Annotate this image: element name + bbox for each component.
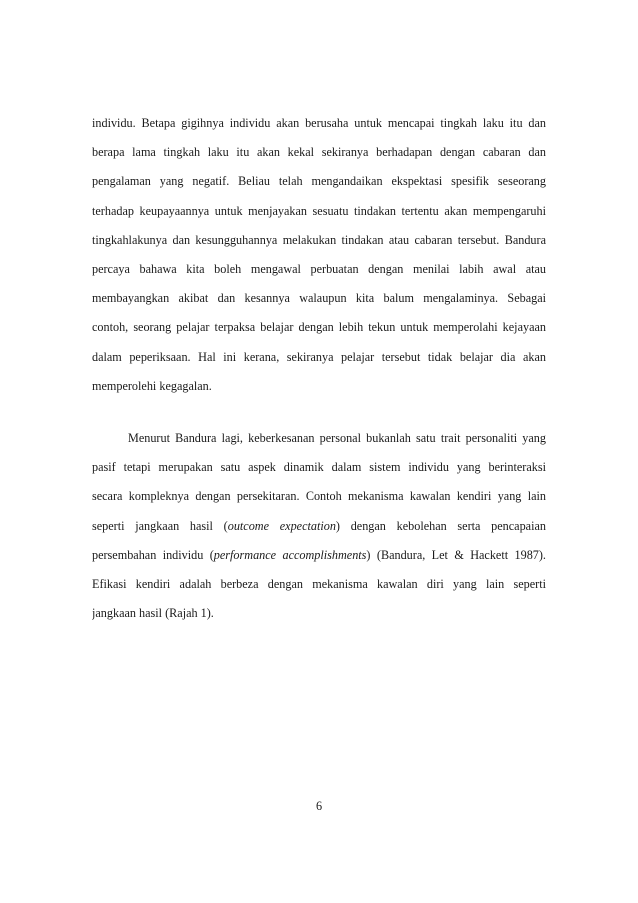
italic-term: performance accomplishments: [213, 547, 367, 562]
text-line: Efikasi kendiri adalah berbeza dengan mekanisma kawalan diri yang lain seperti: [92, 576, 546, 591]
text-line: Menurut Bandura lagi, keberkesanan personal bukanlah satu trait personaliti yang: [128, 431, 546, 445]
text-line: dalam peperiksaan. Hal ini kerana, sekiranya pelajar tersebut tidak belajar dia akan: [92, 349, 546, 364]
paragraph-1: [92, 109, 546, 401]
italic-term: outcome expectation: [227, 518, 336, 533]
text-line: terhadap keupayaannya untuk menjayakan sesuatu tindakan tertentu akan mempengaruhi: [92, 203, 546, 218]
paragraph-2: [92, 424, 546, 628]
text-line: tingkahlakunya dan kesungguhannya melakukan tindakan atau cabaran tersebut. Bandura: [92, 232, 546, 247]
text-line: persembahan individu (performance accomplishments) (Bandura, Let & Hackett 1987).: [92, 547, 546, 562]
text-line: seperti jangkaan hasil (outcome expectation) dengan kebolehan serta pencapaian: [92, 518, 546, 533]
text-line: memperolehi kegagalan.: [92, 378, 212, 393]
text-line: percaya bahawa kita boleh mengawal perbuatan dengan menilai labih awal atau: [92, 261, 546, 276]
text-line: individu. Betapa gigihnya individu akan berusaha untuk mencapai tingkah laku itu dan: [92, 116, 546, 130]
page-number: 6: [315, 799, 323, 813]
text-line: berapa lama tingkah laku itu akan kekal sekiranya berhadapan dengan cabaran dan: [92, 145, 546, 160]
text-line: jangkaan hasil (Rajah 1).: [92, 606, 214, 621]
text-line: pengalaman yang negatif. Beliau telah mengandaikan ekspektasi spesifik seseorang: [92, 174, 546, 189]
text-line: membayangkan akibat dan kesannya walaupun kita balum mengalaminya. Sebagai: [92, 291, 546, 306]
text-line: contoh, seorang pelajar terpaksa belajar dengan lebih tekun untuk memperolahi kejayaan: [92, 320, 546, 335]
text-line: pasif tetapi merupakan satu aspek dinamik dalam sistem individu yang berinteraksi: [92, 460, 546, 475]
text-line: secara kompleknya dengan persekitaran. Contoh mekanisma kawalan kendiri yang lain: [92, 489, 546, 504]
